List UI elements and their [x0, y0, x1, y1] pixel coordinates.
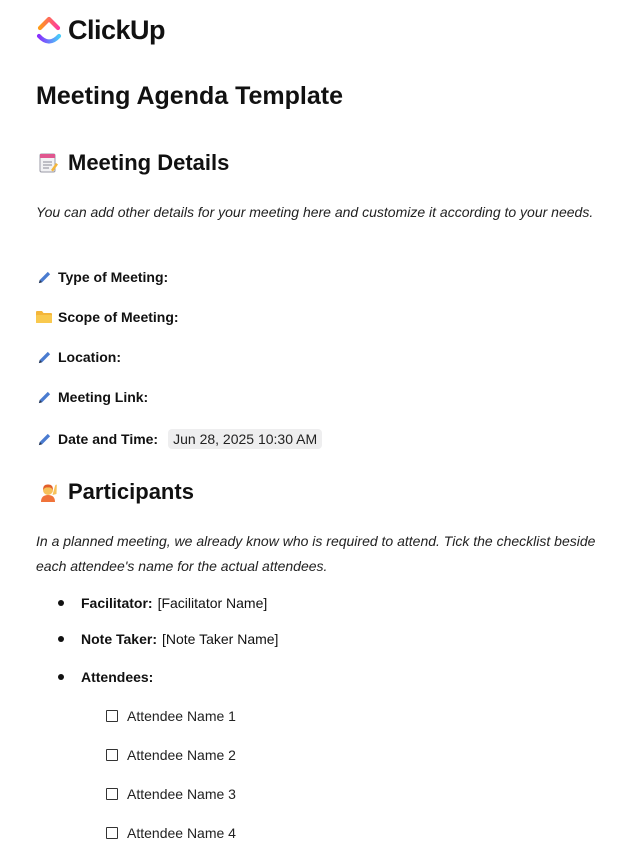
pencil-icon: [36, 269, 52, 285]
attendee-name: Attendee Name 2: [127, 747, 236, 763]
date-chip[interactable]: Jun 28, 2025 10:30 AM: [168, 429, 322, 449]
attendee-checkbox[interactable]: [106, 788, 118, 800]
attendee-checklist-item: [106, 747, 236, 763]
folder-icon: [36, 309, 52, 325]
attendee-name: Attendee Name 3: [127, 786, 236, 802]
attendee-checkbox[interactable]: [106, 827, 118, 839]
role-value: [Facilitator Name]: [157, 595, 268, 611]
bullet-dot: [58, 600, 64, 606]
bullet-dot: [58, 636, 64, 642]
list-item-facilitator: [58, 595, 267, 611]
attendee-checkbox[interactable]: [106, 710, 118, 722]
meeting-details-heading: [36, 150, 229, 176]
participants-intro: In a planned meeting, we already know who is required to attend. Tick the checklist beside each attendee's name for the actual attendees.: [36, 533, 596, 574]
pencil-icon: [36, 349, 52, 365]
role-value: [Note Taker Name]: [161, 631, 279, 647]
clickup-logo-icon: [36, 14, 62, 46]
attendee-checklist-item: [106, 786, 236, 802]
field-label: Type of Meeting:: [58, 269, 169, 285]
attendee-name: Attendee Name 4: [127, 825, 236, 841]
brand-logo[interactable]: [36, 14, 165, 46]
list-item-note-taker: [58, 631, 278, 647]
attendee-checklist-item: [106, 825, 236, 841]
participants-title: Participants: [68, 479, 194, 504]
field-type-of-meeting: [36, 269, 168, 285]
brand-name: ClickUp: [68, 14, 166, 45]
meeting-details-intro: You can add other details for your meeting here and customize it according to your needs.: [36, 204, 594, 220]
page-title: Meeting Agenda Template: [36, 82, 343, 110]
field-location: [36, 349, 121, 365]
role-label: Note Taker:: [81, 631, 157, 647]
pencil-icon: [36, 389, 52, 405]
attendee-checklist-item: [106, 708, 236, 724]
field-scope-of-meeting: [36, 309, 179, 325]
pencil-icon: [36, 431, 52, 447]
field-label: Scope of Meeting:: [58, 309, 179, 325]
participants-heading: [36, 479, 194, 505]
attendee-checkbox[interactable]: [106, 749, 118, 761]
list-item-attendees: [58, 669, 158, 685]
field-label: Meeting Link:: [58, 389, 149, 405]
field-date-and-time: [36, 429, 322, 449]
meeting-details-title: Meeting Details: [68, 150, 230, 175]
bullet-dot: [58, 674, 64, 680]
attendee-name: Attendee Name 1: [127, 708, 236, 724]
role-label: Facilitator:: [81, 595, 153, 611]
field-label: Date and Time:: [58, 431, 159, 447]
field-label: Location:: [58, 349, 121, 365]
notepad-icon: [36, 151, 60, 175]
role-label: Attendees:: [81, 669, 154, 685]
raising-hand-icon: [36, 480, 60, 504]
field-meeting-link: [36, 389, 148, 405]
